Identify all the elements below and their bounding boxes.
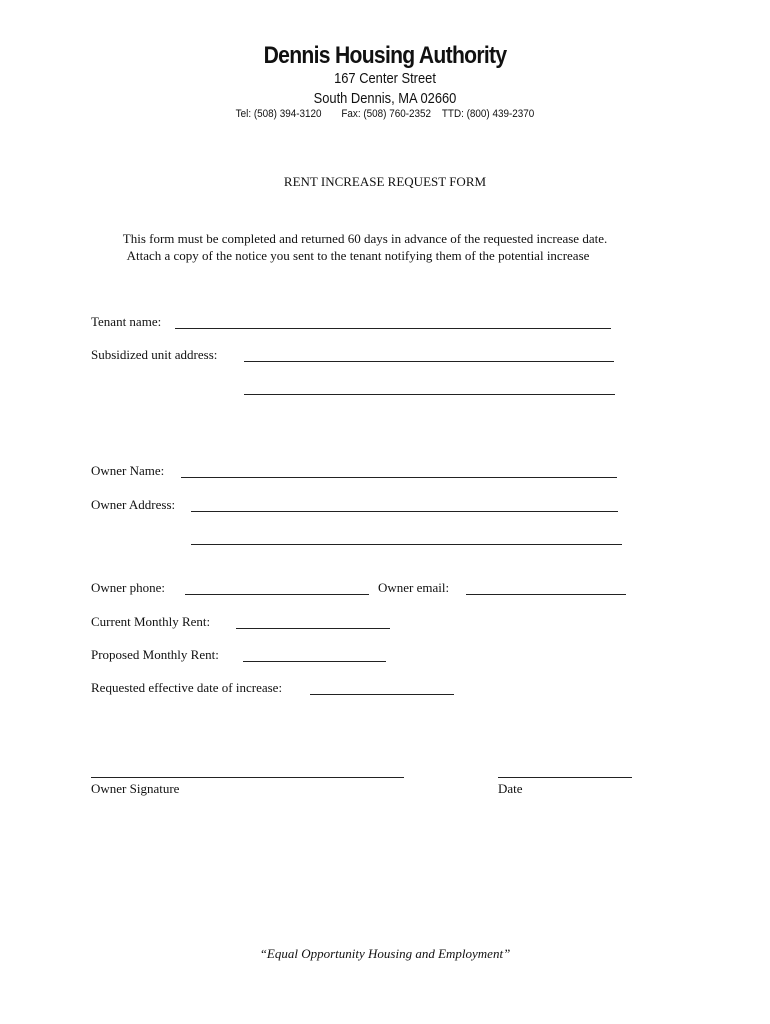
owner-address-blank-2[interactable] (191, 544, 622, 545)
owner-email-label: Owner email: (378, 580, 450, 595)
date-label: Date (498, 781, 523, 796)
owner-address-label: Owner Address: (91, 497, 176, 512)
contact-row (39, 108, 732, 120)
telephone-number: Tel: (508) 394-3120 (235, 108, 322, 120)
date-line[interactable] (498, 777, 632, 778)
owner-signature-line[interactable] (91, 777, 404, 778)
subsidized-unit-address-label: Subsidized unit address: (91, 347, 218, 362)
tenant-name-label: Tenant name: (91, 314, 162, 329)
fax-number: Fax: (508) 760-2352 (341, 108, 432, 120)
proposed-monthly-rent-blank[interactable] (243, 661, 386, 662)
owner-phone-label: Owner phone: (91, 580, 166, 595)
owner-signature-label: Owner Signature (91, 781, 180, 796)
owner-address-blank-1[interactable] (191, 511, 618, 512)
tenant-name-blank[interactable] (175, 328, 611, 329)
owner-phone-blank[interactable] (185, 594, 369, 595)
owner-name-blank[interactable] (181, 477, 617, 478)
form-title: RENT INCREASE REQUEST FORM (283, 174, 487, 189)
organization-name: Dennis Housing Authority (263, 42, 507, 69)
current-monthly-rent-label: Current Monthly Rent: (91, 614, 211, 629)
ttd-number: TTD: (800) 439-2370 (441, 108, 535, 120)
city-state-zip: South Dennis, MA 02660 (313, 90, 457, 107)
requested-effective-date-label: Requested effective date of increase: (91, 680, 283, 695)
owner-name-label: Owner Name: (91, 463, 165, 478)
subsidized-unit-address-blank-1[interactable] (244, 361, 614, 362)
street-address: 167 Center Street (334, 70, 436, 87)
current-monthly-rent-blank[interactable] (236, 628, 390, 629)
instructions-line-2: Attach a copy of the notice you sent to the tenant notifying them of the potential increase (126, 248, 590, 263)
requested-effective-date-blank[interactable] (310, 694, 454, 695)
subsidized-unit-address-blank-2[interactable] (244, 394, 615, 395)
proposed-monthly-rent-label: Proposed Monthly Rent: (91, 647, 219, 662)
owner-email-blank[interactable] (466, 594, 626, 595)
equal-opportunity-tagline: “Equal Opportunity Housing and Employment” (259, 946, 511, 961)
instructions-line-1: This form must be completed and returned 60 days in advance of the requested increase date. (122, 231, 608, 246)
